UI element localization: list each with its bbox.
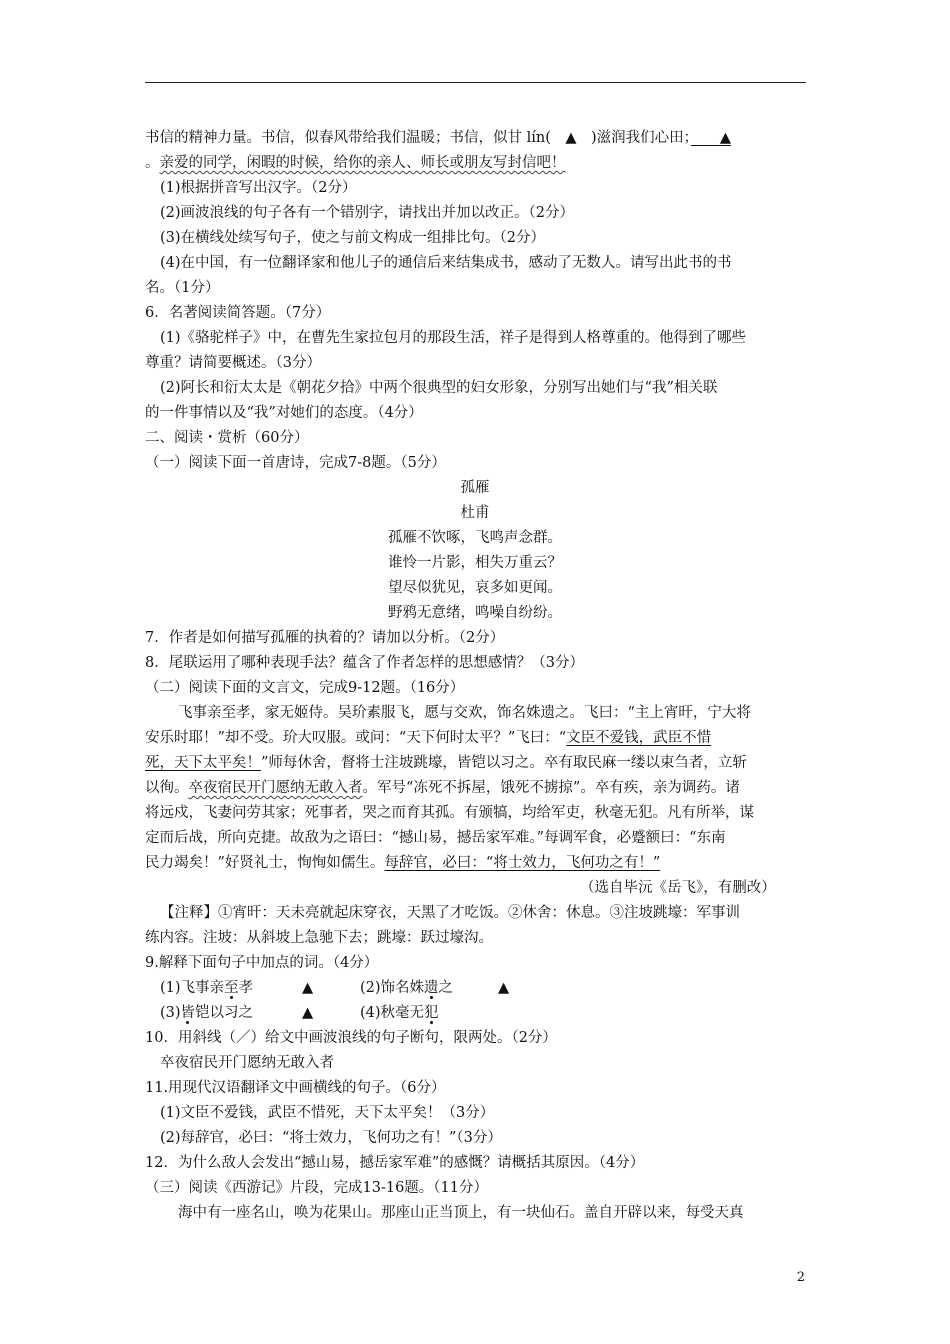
text-line: 的一件事情以及“我”对她们的态度。（4分） [145,405,423,421]
question-heading: 10．用斜线（／）给文中画波浪线的句子断句，限两处。（2分） [145,1030,557,1046]
dotted-char: 皆 [180,1005,196,1021]
passage-line: 安乐时耶！”却不受。玠大叹服。或问：“天下何时太平？”飞曰：“文臣不爱钱，武臣不惜 [145,730,712,746]
text-line: 尊重？请简要概述。（3分） [145,355,321,371]
passage-line: 飞事亲至孝，家无姬侍。吴玠素服飞，愿与交欢，饰名姝遗之。飞曰：“主上宵旰，宁大将 [178,705,751,721]
subsection-heading: （一）阅读下面一首唐诗，完成7-8题。（5分） [145,455,446,471]
question-heading: 8．尾联运用了哪种表现手法？蕴含了作者怎样的思想感情？（3分） [145,655,584,671]
passage-line: 定而后战，所向克捷。故敌为之语曰：“撼山易，撼岳家军难。”每调军食，必蹙额曰：“东南 [145,830,726,846]
question-heading: 9.解释下面句子中加点的词。（4分） [145,955,379,971]
poem-title: 孤雁 [460,480,490,496]
question-item: (4)秋毫无犯 [360,1005,439,1021]
question-item: (4)在中国，有一位翻译家和他儿子的通信后来结集成书，感动了无数人。请写出此书的书 [160,255,732,271]
question-heading: 7．作者是如何描写孤雁的执着的？请加以分析。（2分） [145,630,505,646]
poem-line: 望尽似犹见，哀多如更闻。 [388,580,562,596]
poem-line: 谁怜一片影，相失万重云？ [388,555,562,571]
question-item: (2)阿长和衍太太是《朝花夕拾》中两个很典型的妇女形象，分别写出她们与“我”相关联 [160,380,718,396]
passage-line: 民力竭矣！”好贤礼士，恂恂如儒生。每辞官，必曰：“将士效力，飞何功之有！” [145,855,661,871]
blank-answer: ▲ [690,130,732,146]
passage-line: 以徇。卒夜宿民开门愿纳无敢入者。军号“冻死不拆屋，饿死不掳掠”。卒有疾，亲为调药。诸 [145,780,740,796]
text-line: 名。（1分） [145,280,220,296]
question-item: (1)文臣不爱钱，武臣不惜死，天下太平矣！（3分） [160,1105,495,1121]
question-item: (1)飞事亲至孝 [160,980,254,996]
section-heading: 二、阅读・赏析（60分） [145,430,309,446]
text-line: 书信的精神力量。书信，似春风带给我们温暖；书信，似甘 lín( ▲ )滋润我们心田； ▲ [145,130,732,146]
passage-line: 死，天下太平矣！”师每休舍，督将士注坡跳壕，皆铠以习之。卒有取民麻一缕以束刍者，立斩 [145,755,747,771]
poem-line: 孤雁不饮啄，飞鸣声念群。 [388,530,562,546]
poem-author: 杜甫 [460,505,490,521]
annotation: 【注释】①宵旰：天未亮就起床穿衣，天黑了才吃饭。②休舍：休息。③注坡跳壕：军事训 [160,905,740,921]
wavy-sentence: 卒夜宿民开门愿纳无敢入者 [188,780,363,796]
dotted-char: 犯 [424,1005,439,1021]
passage-line: 将远戍，飞妻问劳其家；死事者，哭之而育其孤。有颁犒，均给军吏，秋毫无犯。凡有所举，谋 [145,805,754,821]
question-item: (1)根据拼音写出汉字。（2分） [160,180,357,196]
underlined-sentence: 死，天下太平矣！ [145,755,261,771]
annotation: 练内容。注坡：从斜坡上急驰下去；跳壕：跃过壕沟。 [145,930,493,946]
page-number: 2 [796,1270,805,1285]
question-item: (3)在横线处续写句子，使之与前文构成一组排比句。（2分） [160,230,546,246]
underlined-sentence: 文臣不爱钱，武臣不惜 [566,730,712,746]
question-heading: 11.用现代汉语翻译文中画横线的句子。（6分） [145,1080,446,1096]
question-heading: 12．为什么敌人会发出“撼山易，撼岳家军难”的感慨？请概括其原因。（4分） [145,1155,645,1171]
question-item: (2)每辞官，必曰：“将士效力，飞何功之有！”（3分） [160,1130,502,1146]
question-item: (3)皆铠以习之 [160,1005,254,1021]
subsection-heading: （二）阅读下面的文言文，完成9-12题。（16分） [145,680,465,696]
question-item: (2)画波浪线的句子各有一个错别字，请找出并加以改正。（2分） [160,205,575,221]
question-item: (1)《骆驼样子》中，在曹先生家拉包月的那段生活，祥子是得到人格尊重的。他得到了哪些 [160,330,747,346]
text-line: 。亲爱的同学，闲暇的时候，给你的亲人、师长或朋友写封信吧！ [145,155,566,171]
subsection-heading: （三）阅读《西游记》片段，完成13-16题。（11分） [145,1180,488,1196]
question-item: (2)饰名姝遗之 [360,980,454,996]
answer-marker: ▲ [302,980,314,996]
wavy-sentence: 亲爱的同学，闲暇的时候，给你的亲人、师长或朋友写封信吧！ [159,155,566,171]
passage-line: 海中有一座名山，唤为花果山。那座山正当顶上，有一块仙石。盖自开辟以来，每受天真 [178,1205,744,1221]
poem-line: 野鸦无意绪，鸣噪自纷纷。 [388,605,562,621]
underlined-sentence: 每辞官，必曰：“将士效力，飞何功之有！” [384,855,661,871]
answer-marker: ▲ [302,1005,314,1021]
header-rule [145,82,806,83]
dotted-char: 至 [224,980,239,996]
question-item: 卒夜宿民开门愿纳无敢入者 [160,1055,334,1071]
question-heading: 6．名著阅读简答题。（7分） [145,305,331,321]
dotted-char: 遗 [424,980,439,996]
source-citation: （选自毕沅《岳飞》，有删改） [580,880,776,896]
answer-marker: ▲ [498,980,510,996]
